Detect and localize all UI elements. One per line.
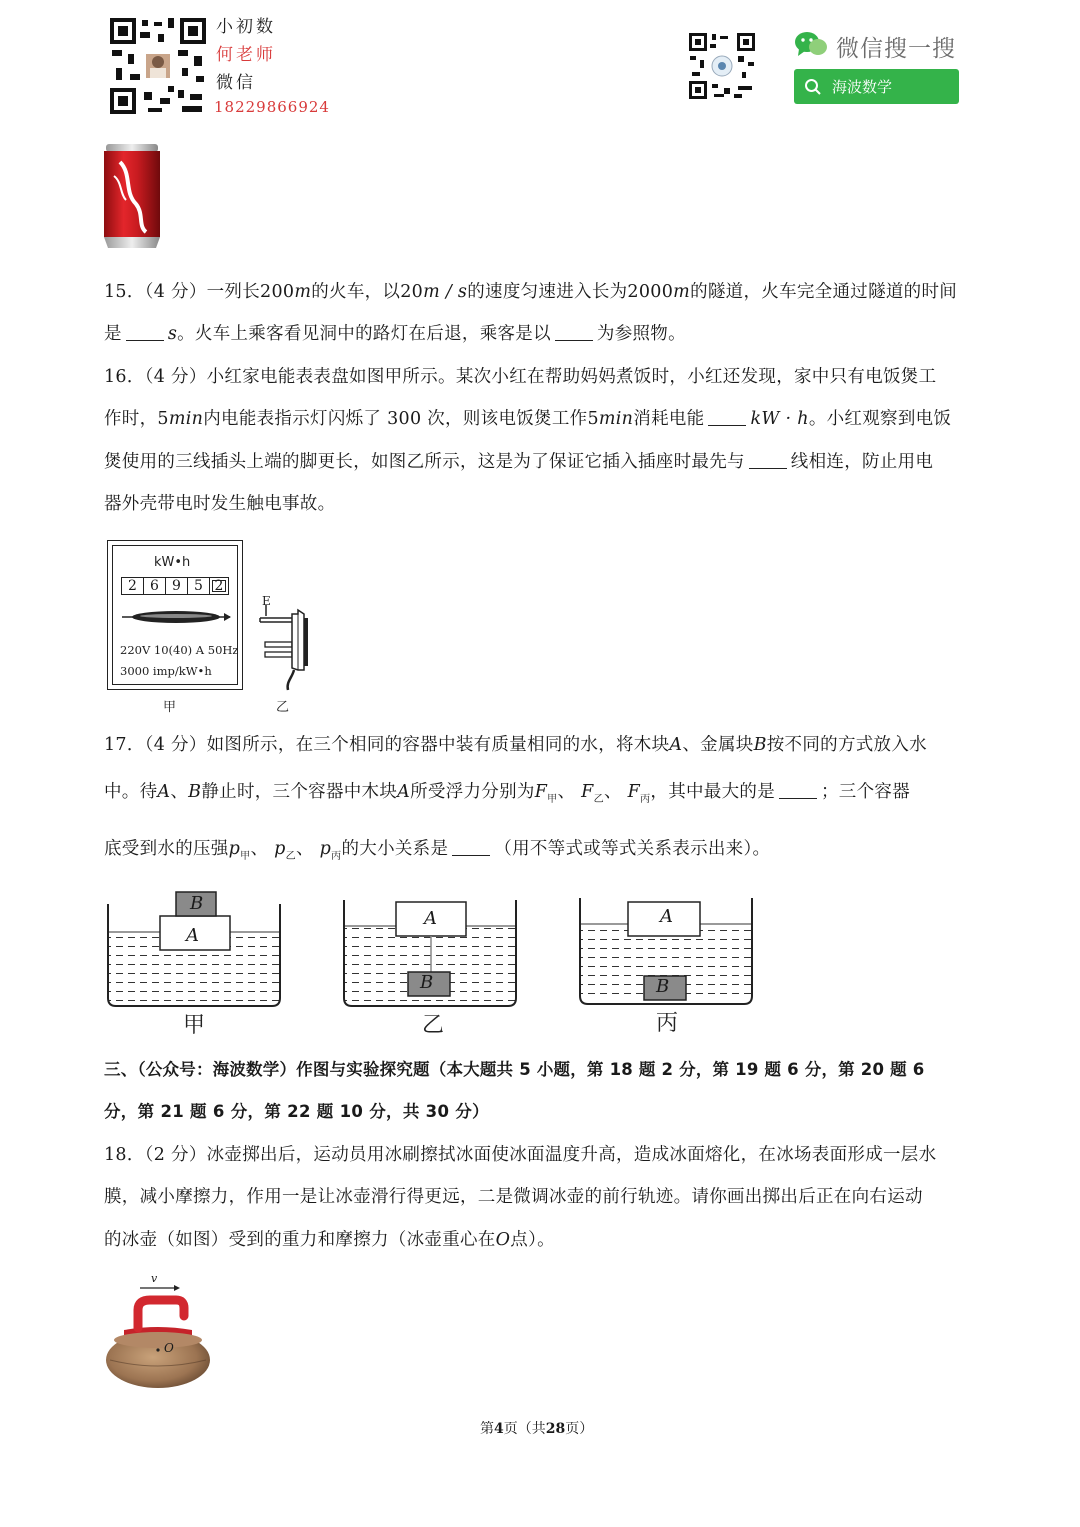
- contact-qr-code: [108, 16, 208, 116]
- contact-phone: 18229866924: [214, 98, 330, 116]
- plug-caption: 乙: [276, 700, 290, 715]
- block-label: B: [656, 976, 670, 997]
- meter-digit: 5: [188, 578, 210, 594]
- meter-disc: [120, 607, 232, 627]
- meter-digit: 9: [166, 578, 188, 594]
- q17-line-1: 17．（4 分）如图所示，在三个相同的容器中装有质量相同的水，将木块A、金属块B按不同的方式放入水: [104, 735, 927, 755]
- q16-line-2: 作时，5min内电能表指示灯闪烁了 300 次，则该电饭煲工作5min消耗电能 kW · h。小红观察到电饭: [104, 409, 952, 429]
- meter-unit: kW•h: [154, 555, 191, 570]
- block-label: B: [420, 972, 434, 993]
- search-button-label: 海波数学: [832, 78, 893, 96]
- search-button[interactable]: [794, 69, 959, 104]
- block-label: A: [660, 906, 673, 927]
- plug-pin-label: E: [262, 594, 271, 608]
- contact-line-3: 微信: [216, 73, 256, 93]
- curling-stone-image: [104, 1270, 214, 1390]
- container-caption: 乙: [422, 1013, 445, 1038]
- q18-line-2: 膜，减小摩擦力，作用一是让冰壶滑行得更远，二是微调冰壶的前行轨迹。请你画出掷出后正在向右运动: [104, 1187, 923, 1207]
- meter-digit: 2: [122, 578, 144, 594]
- block-label: B: [190, 893, 204, 914]
- q16-line-4: 器外壳带电时发生触电事故。: [104, 494, 336, 514]
- container-caption: 甲: [183, 1013, 206, 1038]
- section-3-heading-cont: 分，第 21 题 6 分，第 22 题 10 分，共 30 分）: [104, 1102, 489, 1121]
- meter-digits: [121, 577, 229, 595]
- answer-blank[interactable]: [126, 324, 164, 341]
- q15-line-1: 15．（4 分）一列长200m的火车，以20m / s的速度匀速进入长为2000m的隧道，火车完全通过隧道的时间: [104, 282, 958, 302]
- section-3-heading: 三、（公众号：海波数学）作图与实验探究题（本大题共 5 小题，第 18 题 2 分，第 19 题 6 分，第 20 题 6: [104, 1060, 925, 1079]
- q16-line-1: 16．（4 分）小红家电能表表盘如图甲所示。某次小红在帮助妈妈煮饭时，小红还发现，家中只有电饭煲工: [104, 367, 937, 387]
- contact-line-2: 何老师: [216, 45, 276, 65]
- block-label: A: [424, 908, 437, 929]
- answer-blank[interactable]: [708, 409, 746, 426]
- answer-blank[interactable]: [452, 839, 490, 856]
- wechat-qr-code: [688, 32, 756, 100]
- answer-blank[interactable]: [555, 324, 593, 341]
- wechat-logo-icon: [794, 30, 828, 58]
- q18-line-3: 的冰壶（如图）受到的重力和摩擦力（冰壶重心在O点）。: [104, 1230, 555, 1250]
- velocity-label: v: [151, 1272, 158, 1285]
- q18-line-1: 18．（2 分）冰壶掷出后，运动员用冰刷擦拭冰面使冰面温度升高，造成冰面熔化，在冰场表面形成一层水: [104, 1145, 937, 1165]
- container-caption: 丙: [656, 1011, 679, 1036]
- page-footer: 第4页（共28页）: [480, 1421, 594, 1437]
- meter-spec: 220V 10(40) A 50Hz: [120, 643, 239, 657]
- q16-line-3: 煲使用的三线插头上端的脚更长，如图乙所示，这是为了保证它插入插座时最先与 线相连，防止用电: [104, 452, 934, 472]
- meter-caption: 甲: [163, 700, 177, 715]
- center-o-label: O: [164, 1341, 174, 1355]
- q17-line-3: 底受到水的压强$p_甲$、 $p_乙$、 $p_丙$的大小关系是 （用不等式或等式关系表示出来）。: [104, 839, 771, 862]
- answer-blank[interactable]: [779, 782, 817, 799]
- contact-line-1: 小初数: [216, 17, 276, 37]
- wechat-search-title: 微信搜一搜: [836, 36, 956, 62]
- soda-can-image: [102, 142, 162, 252]
- answer-blank[interactable]: [749, 452, 787, 469]
- block-label: A: [186, 925, 199, 946]
- search-icon: [804, 78, 822, 96]
- meter-digit: 6: [144, 578, 166, 594]
- meter-imp: 3000 imp/kW•h: [120, 664, 212, 678]
- meter-digit: 2: [210, 578, 228, 594]
- q15-line-2: 是 s。火车上乘客看见洞中的路灯在后退，乘客是以 为参照物。: [104, 324, 686, 344]
- energy-meter-figure: [107, 540, 243, 690]
- q17-line-2: 中。待A、B静止时，三个容器中木块A所受浮力分别为$F_甲$、 $F_乙$、 $F_丙$，其中最大的是 ；三个容器: [104, 782, 910, 805]
